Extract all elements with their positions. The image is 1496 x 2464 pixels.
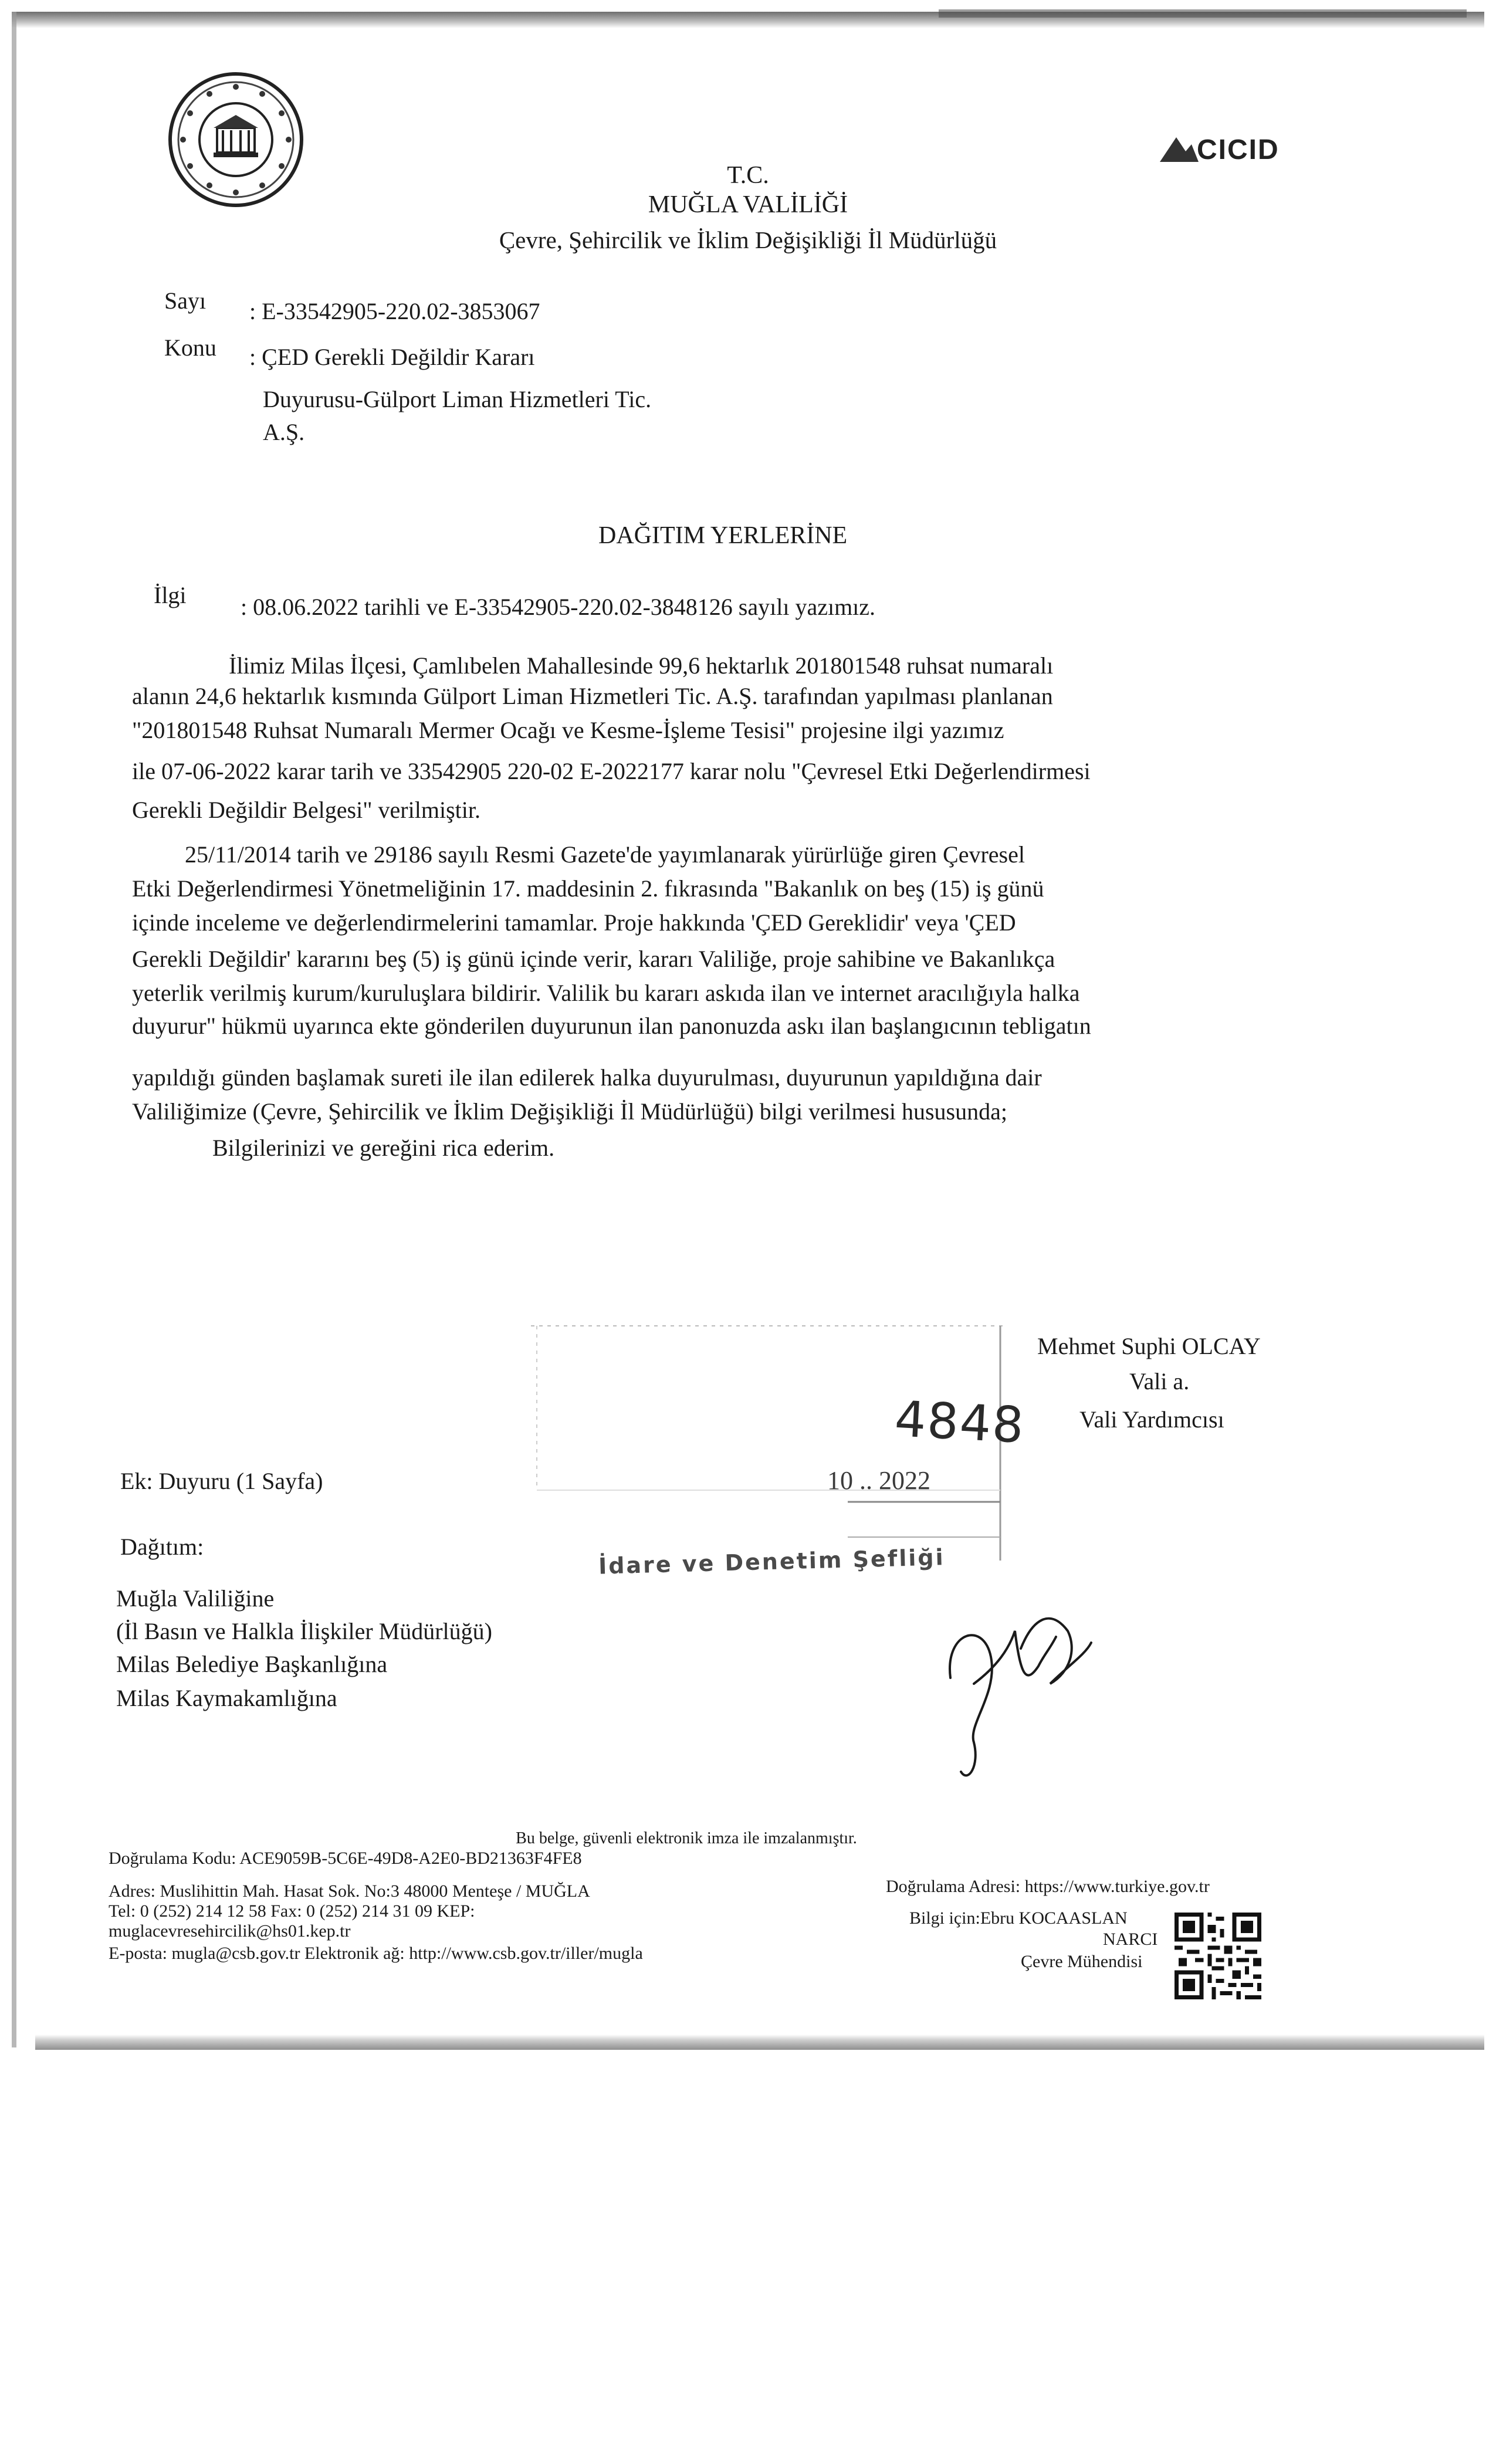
stamp-date: 10 .. 2022 [827,1466,930,1495]
attachment: Ek: Duyuru (1 Sayfa) [120,1468,323,1494]
body-p1-line: İlimiz Milas İlçesi, Çamlıbelen Mahallesinde 99,6 hektarlık 201801548 ruhsat numaralı [229,652,1054,679]
distribution-item: (İl Basın ve Halkla İlişkiler Müdürlüğü) [116,1618,492,1644]
ilgi-value: : 08.06.2022 tarihli ve E-33542905-220.02-3848126 sayılı yazımız. [241,594,876,620]
footer-address: Adres: Muslihittin Mah. Hasat Sok. No:3 48000 Menteşe / MUĞLA [109,1881,590,1901]
body-p2-line: 25/11/2014 tarih ve 29186 sayılı Resmi Gazete'de yayımlanarak yürürlüğe giren Çevresel [185,841,1025,868]
konu-value-line3: A.Ş. [263,419,305,445]
scan-edge-bottom [35,2035,1484,2050]
verification-code: Doğrulama Kodu: ACE9059B-5C6E-49D8-A2E0-BD21363F4FE8 [109,1849,582,1868]
footer-email-web: E-posta: mugla@csb.gov.tr Elektronik ağ: http://www.csb.gov.tr/iller/mugla [109,1944,643,1963]
body-p1-line: alanın 24,6 hektarlık kısmında Gülport Liman Hizmetleri Tic. A.Ş. tarafından yapılması planlanan [132,683,1053,709]
distribution-label: Dağıtım: [120,1534,204,1560]
stamp-department: İdare ve Denetim Şefliği [598,1544,946,1579]
body-p2-line: Etki Değerlendirmesi Yönetmeliğinin 17. maddesinin 2. fıkrasında "Bakanlık on beş (15) iş günü [132,875,1044,902]
konu-value-line2: Duyurusu-Gülport Liman Hizmetleri Tic. [263,386,652,412]
header-directorate: Çevre, Şehircilik ve İklim Değişikliği İl Müdürlüğü [499,226,997,253]
scan-edge-left [12,12,16,2047]
footer-kep: muglacevresehircilik@hs01.kep.tr [109,1921,351,1941]
sayi-label: Sayı [164,287,207,314]
distribution-item: Muğla Valiliğine [116,1585,275,1612]
addressee: DAĞITIM YERLERİNE [598,522,848,549]
body-p2-line: duyurur" hükmü uyarınca ekte gönderilen duyurunun ilan panonuzda askı ilan başlangıcının tebligatın [132,1013,1091,1039]
brand-logo-text: CICID [1197,134,1280,165]
sayi-value: : E-33542905-220.02-3853067 [249,298,540,324]
body-p2-line: Valiliğimize (Çevre, Şehircilik ve İklim Değişikliği İl Müdürlüğü) bilgi verilmesi hususunda; [132,1098,1007,1125]
body-p2-line: Gerekli Değildir' kararını beş (5) iş günü içinde verir, kararı Valiliğe, proje sahibine ve Bakanlıkça [132,946,1055,972]
distribution-item: Milas Belediye Başkanlığına [116,1651,388,1677]
ilgi-label: İlgi [154,582,187,608]
body-p2-line: yeterlik verilmiş kurum/kuruluşlara bildirir. Valilik bu kararı askıda ilan ve internet aracılığıyla halka [132,980,1080,1006]
scan-edge-top-dark [939,9,1467,18]
signatory-name: Mehmet Suphi OLCAY [1037,1333,1261,1359]
body-p2-line: içinde inceleme ve değerlendirmelerini tamamlar. Proje hakkında 'ÇED Gereklidir' veya 'ÇED [132,909,1016,936]
info-title: Çevre Mühendisi [1021,1952,1143,1971]
ministry-seal-icon [165,69,306,210]
body-closing: Bilgilerinizi ve gereğini rica ederim. [212,1135,555,1161]
signatory-title1: Vali a. [1129,1368,1190,1395]
signatory-title2: Vali Yardımcısı [1079,1406,1224,1433]
handwritten-signature [933,1596,1097,1789]
info-contact-2: NARCI [1103,1930,1158,1949]
konu-value-line1: : ÇED Gerekli Değildir Kararı [249,344,535,370]
body-p1-line: Gerekli Değildir Belgesi" verilmiştir. [132,797,480,823]
header-governorship: MUĞLA VALİLİĞİ [648,191,848,218]
body-p1-line: ile 07-06-2022 karar tarih ve 33542905 220-02 E-2022177 karar nolu "Çevresel Etki Değerlendirmesi [132,758,1091,784]
body-p1-line: "201801548 Ruhsat Numaralı Mermer Ocağı ve Kesme-İşleme Tesisi" projesine ilgi yazımız [132,717,1004,743]
body-p2-line: yapıldığı günden başlamak sureti ile ilan edilerek halka duyurulması, duyurunun yapıldığına dair [132,1064,1042,1091]
stamp-registry-number: 4848 [893,1390,1027,1454]
qr-code-icon [1175,1913,1261,1999]
info-contact: Bilgi için:Ebru KOCAASLAN [909,1908,1128,1928]
esign-note: Bu belge, güvenli elektronik imza ile imzalanmıştır. [516,1829,857,1847]
distribution-item: Milas Kaymakamlığına [116,1685,337,1711]
cicid-logo-icon [1159,133,1200,164]
konu-label: Konu [164,334,216,361]
verification-address: Doğrulama Adresi: https://www.turkiye.gov.tr [886,1877,1210,1896]
footer-phone: Tel: 0 (252) 214 12 58 Fax: 0 (252) 214 31 09 KEP: [109,1901,475,1921]
header-country: T.C. [727,162,769,189]
